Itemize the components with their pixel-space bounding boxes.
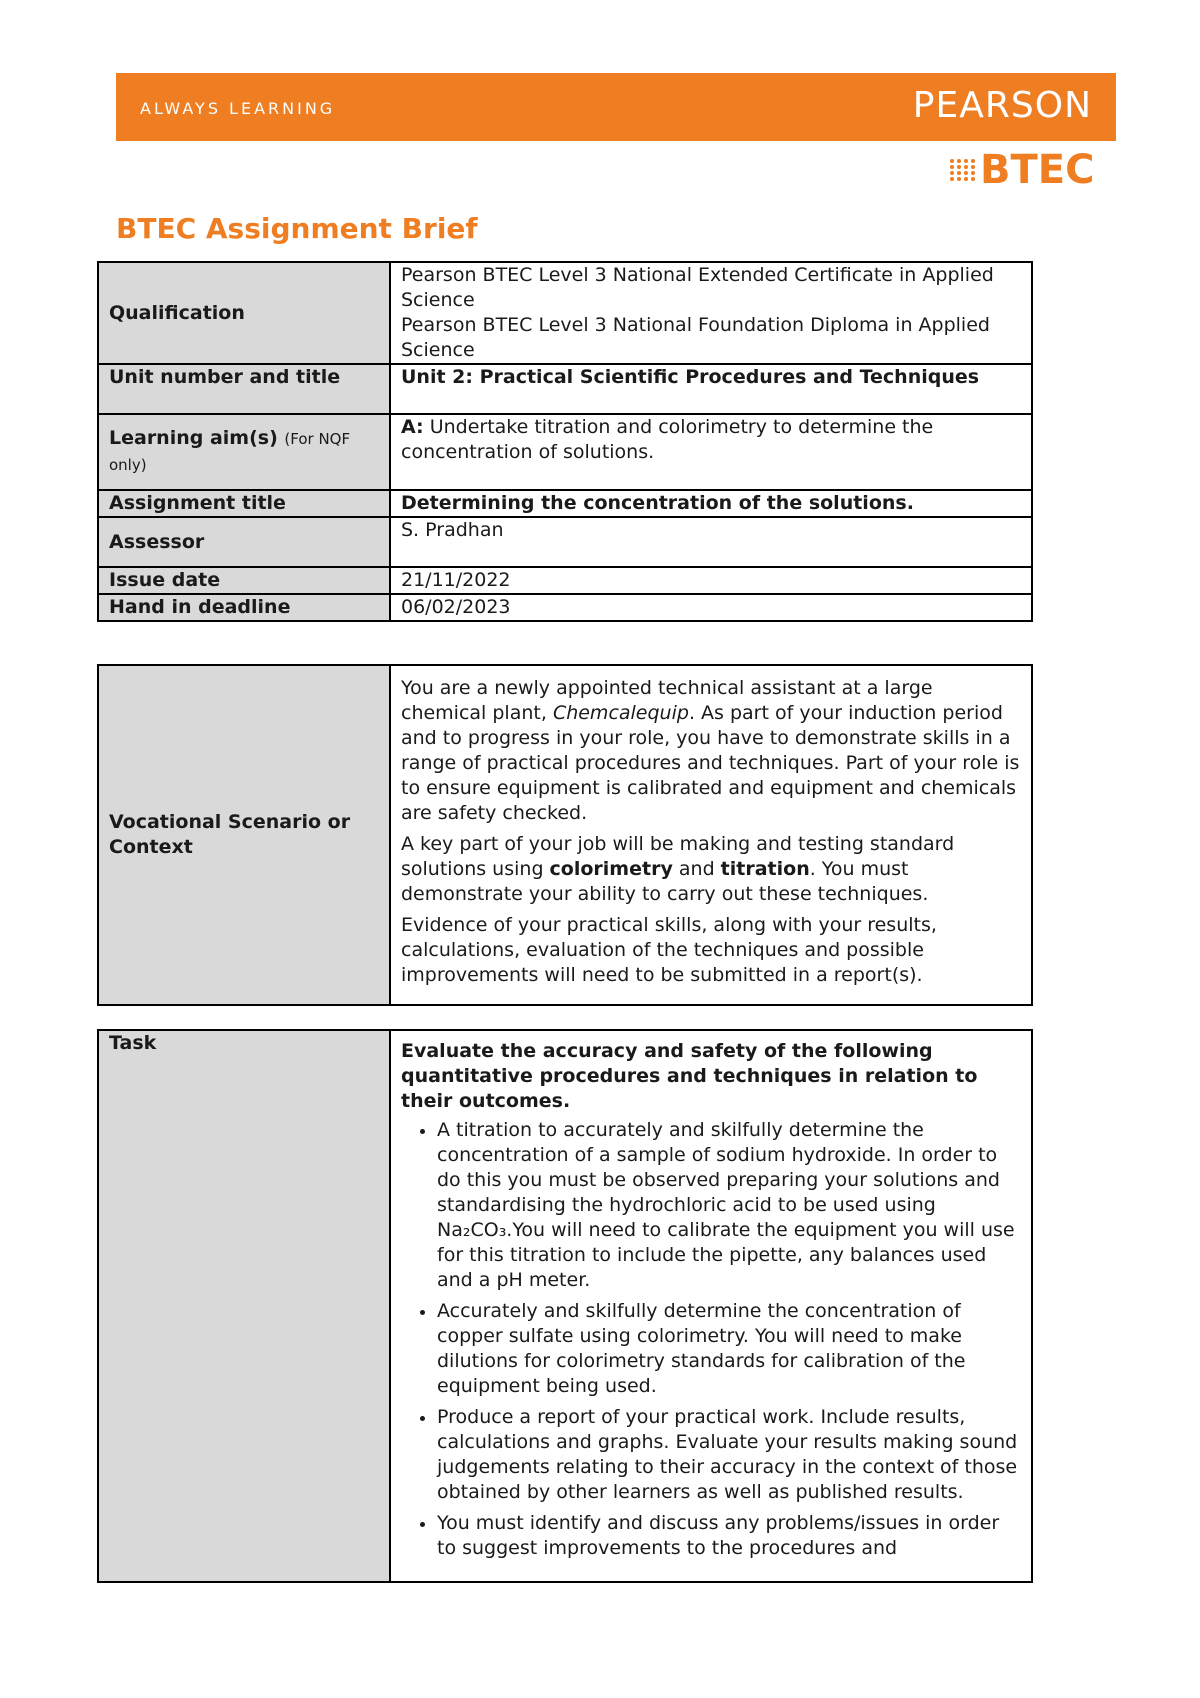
learning-aim-value — [390, 414, 1032, 490]
list-item: • A titration to accurately and skilfully determine the concentration of a sample of sodium hydroxide. In order to do this you must be observed preparing your solutions and standardising the hydrochloric acid to be used using Na₂CO₃.You will need to calibrate the equipment you will use for this titration to include the pipette, any balances used and a pH meter. — [437, 1118, 1021, 1293]
deadline-value: 06/02/2023 — [390, 594, 1032, 621]
scenario-content — [390, 665, 1032, 1005]
learning-aim-label-text: Learning aim(s) — [109, 427, 278, 449]
task-label: Task — [98, 1030, 390, 1582]
list-item: • Accurately and skilfully determine the concentration of copper sulfate using colorimetry. You will need to make dilutions for colorimetry standards for calibration of the equipment being used. — [437, 1299, 1021, 1399]
learning-aim-text: Undertake titration and colorimetry to determine the concentration of solutions. — [401, 416, 934, 463]
task-content — [390, 1030, 1032, 1582]
scenario-table — [97, 664, 1033, 1006]
header-banner — [116, 73, 1116, 141]
qualification-row — [98, 262, 1032, 364]
assessor-value: S. Pradhan — [390, 517, 1032, 567]
learning-aim-note: (For NQF only) — [109, 430, 351, 474]
issue-date-row — [98, 567, 1032, 594]
scenario-paragraph-3: Evidence of your practical skills, along with your results, calculations, evaluation of the techniques and possible improvements will need to be submitted in a report(s). — [401, 914, 937, 986]
task-list — [401, 1118, 1021, 1561]
task-row — [98, 1030, 1032, 1582]
scenario-paragraph-1: You are a newly appointed technical assistant at a large chemical plant, Chemcalequip. As part of your induction period and to progress in your role, you have to demonstrate skills in a range of practical procedures and techniques. Part of your role is to ensure equipment is calibrated and equipment and chemicals are safety checked. — [401, 677, 1020, 824]
page-title: BTEC Assignment Brief — [116, 212, 478, 245]
qualification-line-1: Pearson BTEC Level 3 National Extended Certificate in Applied Science — [401, 264, 994, 311]
btec-dots-icon — [950, 159, 976, 181]
list-item: • You must identify and discuss any problems/issues in order to suggest improvements to the procedures and — [437, 1511, 1021, 1561]
details-table — [97, 261, 1033, 622]
task-table — [97, 1029, 1033, 1583]
term-titration: titration — [720, 858, 810, 880]
learning-aim-row — [98, 414, 1032, 490]
assignment-title-value: Determining the concentration of the solutions. — [390, 490, 1032, 517]
list-item: • Produce a report of your practical work. Include results, calculations and graphs. Evaluate your results making sound judgements relating to their accuracy in the context of those obtained by other learners as well as published results. — [437, 1405, 1021, 1505]
qualification-value — [390, 262, 1032, 364]
learning-aim-prefix: A: — [401, 416, 424, 438]
qualification-line-2: Pearson BTEC Level 3 National Foundation Diploma in Applied Science — [401, 314, 990, 361]
scenario-row — [98, 665, 1032, 1005]
task-heading: Evaluate the accuracy and safety of the following quantitative procedures and techniques in relation to their outcomes. — [401, 1040, 978, 1112]
learning-aim-label — [98, 414, 390, 490]
issue-date-value: 21/11/2022 — [390, 567, 1032, 594]
btec-logo — [950, 148, 1094, 192]
deadline-row — [98, 594, 1032, 621]
assessor-label: Assessor — [98, 517, 390, 567]
company-name: Chemcalequip — [552, 702, 689, 724]
assignment-title-label: Assignment title — [98, 490, 390, 517]
unit-value: Unit 2: Practical Scientific Procedures and Techniques — [390, 364, 1032, 414]
pearson-logo: PEARSON — [912, 85, 1092, 126]
assessor-row — [98, 517, 1032, 567]
assignment-title-row — [98, 490, 1032, 517]
issue-date-label: Issue date — [98, 567, 390, 594]
term-colorimetry: colorimetry — [549, 858, 673, 880]
scenario-label: Vocational Scenario or Context — [98, 665, 390, 1005]
unit-row — [98, 364, 1032, 414]
qualification-label: Qualification — [98, 262, 390, 364]
unit-label: Unit number and title — [98, 364, 390, 414]
scenario-paragraph-2: A key part of your job will be making and testing standard solutions using colorimetry and titration. You must demonstrate your ability to carry out these techniques. — [401, 833, 955, 905]
btec-logo-text: BTEC — [980, 147, 1095, 193]
deadline-label: Hand in deadline — [98, 594, 390, 621]
tagline: ALWAYS LEARNING — [140, 99, 336, 118]
